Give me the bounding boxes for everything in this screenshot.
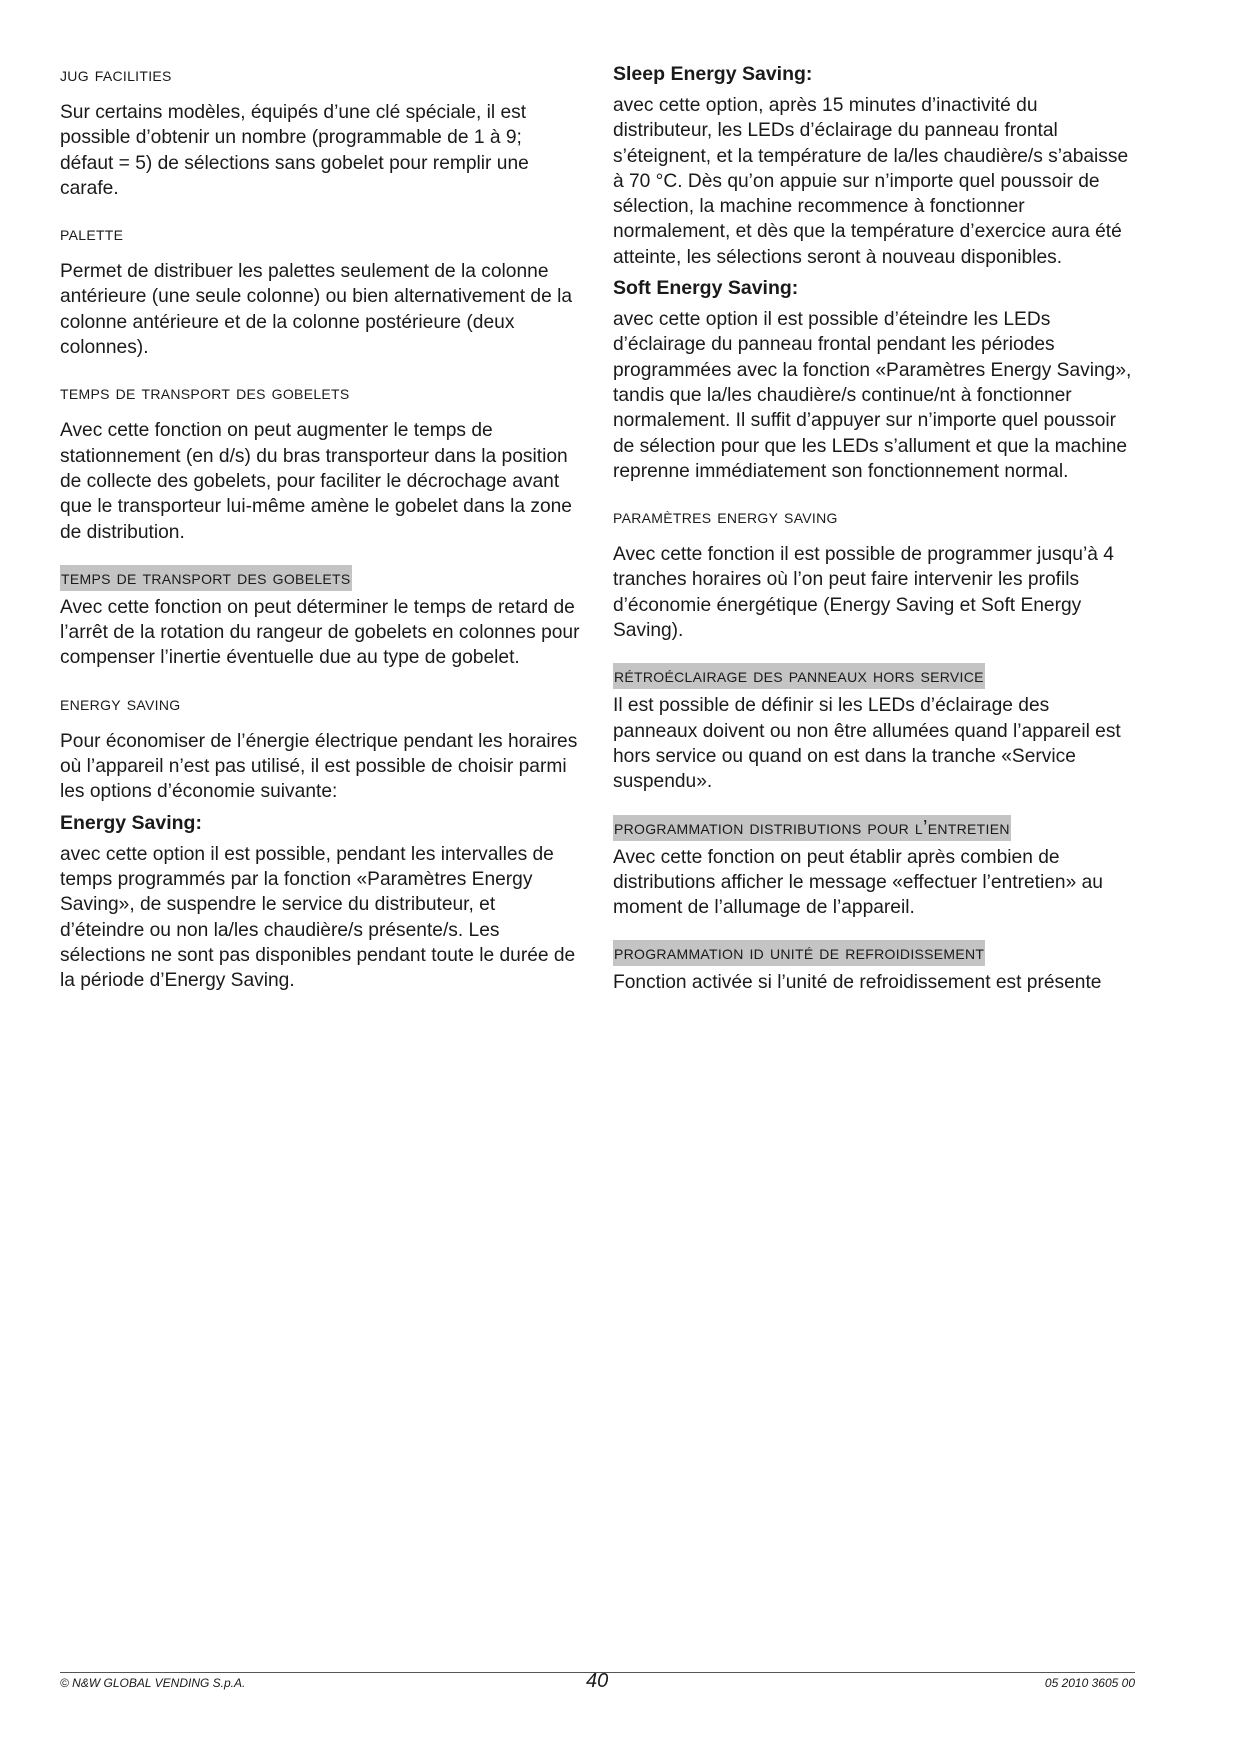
section-body: Fonction activée si l’unité de refroidissement est présente [613, 972, 1102, 994]
left-column [60, 62, 580, 1013]
section-jug-facilities [60, 62, 580, 201]
section-heading: energy saving [60, 692, 181, 715]
section-temps-transport-shaded [60, 565, 580, 671]
subsection-heading: Energy Saving: [60, 811, 202, 834]
subsection-body: avec cette option il est possible d’éteindre les LEDs d’éclairage du panneau frontal pendant les périodes programmées avec la fonction «Paramètres Energy Saving», tandis que la/les chaudière/s continue/nt à fonctionner normalement. Il suffit d’appuyer sur n’importe quel poussoir de sélection pour que les LEDs s’allument et que la machine reprenne immédiatement son fonctionnement normal. [613, 309, 1132, 482]
section-retroeclairage [613, 663, 1135, 794]
section-heading-highlighted: programmation distributions pour l’entretien [614, 816, 1010, 839]
subsection-heading: Sleep Energy Saving: [613, 63, 813, 85]
section-programmation-id [613, 940, 1135, 995]
section-heading-highlighted: programmation id unité de refroidissement [614, 942, 985, 965]
page-number: 40 [586, 1670, 609, 1692]
section-heading: temps de transport des gobelets [60, 382, 350, 405]
subsection-sleep-energy-saving [613, 62, 1135, 270]
subsection-heading: Soft Energy Saving: [613, 277, 799, 300]
section-parametres-energy-saving [613, 504, 1135, 643]
section-heading: jug facilities [60, 64, 172, 86]
section-body: Sur certains modèles, équipés d’une clé spéciale, il est possible d’obtenir un nombre (programmable de 1 à 9; défaut = 5) de sélections sans gobelet pour remplir une carafe. [60, 102, 529, 199]
section-programmation-entretien [613, 815, 1135, 921]
section-energy-saving [60, 691, 580, 994]
subsection-body: avec cette option, après 15 minutes d’inactivité du distributeur, les LEDs d’éclairage du panneau frontal s’éteignent, et la température de la/les chaudière/s s’abaisse à 70 °C. Dès qu’on appuie sur n’importe quel poussoir de sélection, la machine recommence à fonctionner normalement, et dès que la température d’exercice aura été atteinte, les sélections seront à nouveau disponibles. [613, 95, 1129, 268]
section-heading: palette [60, 223, 124, 246]
footer-copyright: © N&W GLOBAL VENDING S.p.A. [60, 1676, 246, 1690]
section-body: Avec cette fonction on peut établir après combien de distributions afficher le message «effectuer l’entretien» au moment de l’allumage de l’appareil. [613, 846, 1103, 919]
subsection-body: avec cette option il est possible, pendant les intervalles de temps programmés par la fonction «Paramètres Energy Saving», de suspendre le service du distributeur, et d’éteindre ou non la/les chaudière/s présente/s. Les sélections ne sont pas disponibles pendant toute le durée de la période d’Energy Saving. [60, 843, 576, 992]
section-palette [60, 221, 580, 360]
section-body: Avec cette fonction on peut déterminer le temps de retard de l’arrêt de la rotation du rangeur de gobelets en colonnes pour compenser l’inertie éventuelle due au type de gobelet. [60, 596, 580, 669]
section-heading-highlighted: rétroéclairage des panneaux hors service [614, 665, 984, 688]
section-body: Avec cette fonction il est possible de programmer jusqu’à 4 tranches horaires où l’on peut faire intervenir les profils d’économie énergétique (Energy Saving et Soft Energy Saving). [613, 544, 1114, 642]
section-body: Permet de distribuer les palettes seulement de la colonne antérieure (une seule colonne) ou bien alternativement de la colonne antérieure et de la colonne postérieure (deux colonnes). [60, 261, 573, 359]
section-temps-transport [60, 380, 580, 544]
subsection-soft-energy-saving [613, 276, 1135, 484]
section-heading: paramètres energy saving [613, 506, 838, 529]
section-body: Avec cette fonction on peut augmenter le temps de stationnement (en d/s) du bras transporteur dans la position de collecte des gobelets, pour faciliter le décrochage avant que le transporteur lui-même amène le gobelet dans la zone de distribution. [60, 420, 572, 543]
right-column [613, 62, 1135, 1016]
section-body: Pour économiser de l’énergie électrique pendant les horaires où l’appareil n’est pas utilisé, il est possible de choisir parmi les options d’économie suivante: [60, 730, 578, 803]
section-body: Il est possible de définir si les LEDs d’éclairage des panneaux doivent ou non être allumées quand l’appareil est hors service ou quand on est dans la tranche «Service suspendu». [613, 695, 1121, 793]
section-heading-highlighted: temps de transport des gobelets [61, 566, 351, 589]
footer-doc-code: 05 2010 3605 00 [1044, 1676, 1135, 1690]
